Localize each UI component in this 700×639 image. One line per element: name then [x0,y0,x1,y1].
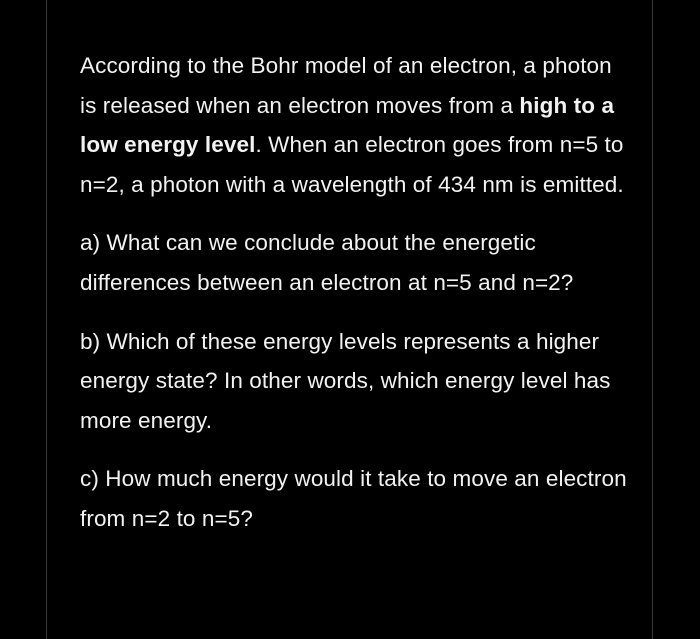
question-c: c) How much energy would it take to move an electron from n=2 to n=5? [80,466,627,531]
question-a: a) What can we conclude about the energetic differences between an electron at n=5 and n=2? [80,230,574,295]
intro-bold-phrase: high to a low energy level [80,92,615,158]
intro-text-start: According to the Bohr model of an electron, a photon is released when an electron moves from a [80,53,612,118]
question-text-block [80,46,635,539]
right-border-line [652,0,653,639]
left-border-line [46,0,47,639]
question-b: b) Which of these energy levels represents a higher energy state? In other words, which energy level has more energy. [80,328,611,433]
intro-text-end: . When an electron goes from n=5 to n=2, a photon with a wavelength of 434 nm is emitted. [80,132,624,197]
intro-paragraph [80,46,625,204]
